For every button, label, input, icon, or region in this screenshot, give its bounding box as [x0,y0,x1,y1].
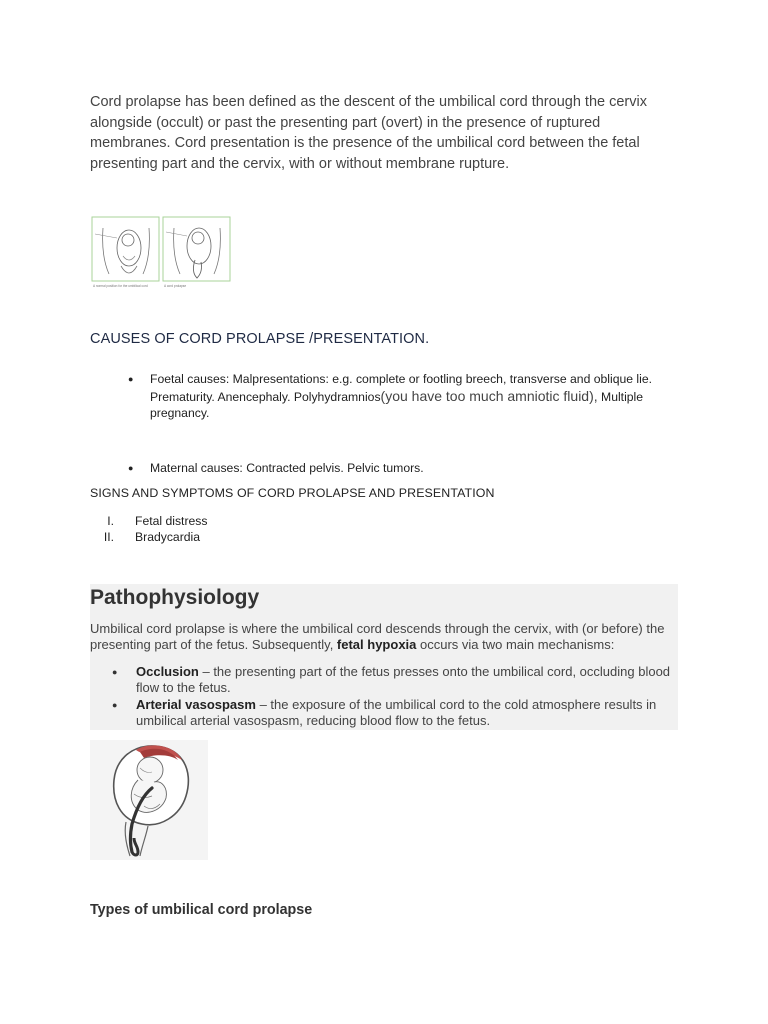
pathophysiology-title: Pathophysiology [90,586,260,609]
fetus-illustration [90,740,208,860]
intro-paragraph: Cord prolapse has been defined as the descent of the umbilical cord through the cervix alongside (occult) or past the presenting part (overt) in the presence of ruptured membranes. Cord presentation is the presence of the umbilical cord between the fetal presenting part and the cervix, with or without membrane rupture. [90,94,647,172]
causes-list [128,371,688,476]
left-figure-caption: A normal position for the umbilical cord [93,284,148,288]
sign-text: Fetal distress [135,514,208,528]
cord-position-illustration [91,216,233,290]
fetus-cord-prolapse-image [90,740,208,860]
fetal-hypoxia-term: fetal hypoxia [336,637,417,652]
pathophysiology-paragraph [90,621,678,653]
foetal-causes-item [128,371,688,422]
sign-item [90,513,390,529]
foetal-causes-end: Multiple pregnancy. [150,389,644,420]
mechanism-desc: – the presenting part of the fetus presses onto the umbilical cord, occluding blood flow to the fetus. [136,664,671,695]
mechanism-term: Arterial vasospasm [136,697,256,712]
sign-number: I. [107,514,114,528]
signs-list [90,513,390,545]
sign-number: II. [103,530,114,544]
maternal-causes-item: ● Maternal causes: Contracted pelvis. Pelvic tumors. [128,460,688,477]
pathophysiology-section [90,584,678,730]
cord-position-figures [91,216,233,290]
polyhydramnios-note: (you have too much amniotic fluid), [380,387,598,404]
mechanism-item [112,664,678,696]
sign-item [90,529,390,545]
mechanism-item [112,697,678,729]
causes-heading: CAUSES OF CORD PROLAPSE /PRESENTATION. [90,331,430,347]
patho-text-b: occurs via two main mechanisms: [416,637,615,652]
mechanism-term: Occlusion [136,664,199,679]
right-figure-caption: A cord prolapse [164,284,187,288]
signs-heading: SIGNS AND SYMPTOMS OF CORD PROLAPSE AND PRESENTATION [90,486,495,500]
foetal-causes-text: Foetal causes: Malpresentations: e.g. complete or footling breech, transverse and oblique lie. Prematurity. Anencephaly. Polyhydramnios [150,372,653,404]
mechanisms-list [112,664,678,730]
mechanism-desc: – the exposure of the umbilical cord to the cold atmosphere results in umbilical arterial vasospasm, reducing blood flow to the fetus. [136,697,657,728]
patho-text-a: Umbilical cord prolapse is where the umbilical cord descends through the cervix, with (or before) the presenting part of the fetus. Subsequently, [90,621,665,652]
sign-text: Bradycardia [135,530,201,544]
types-heading: Types of umbilical cord prolapse [90,902,313,918]
